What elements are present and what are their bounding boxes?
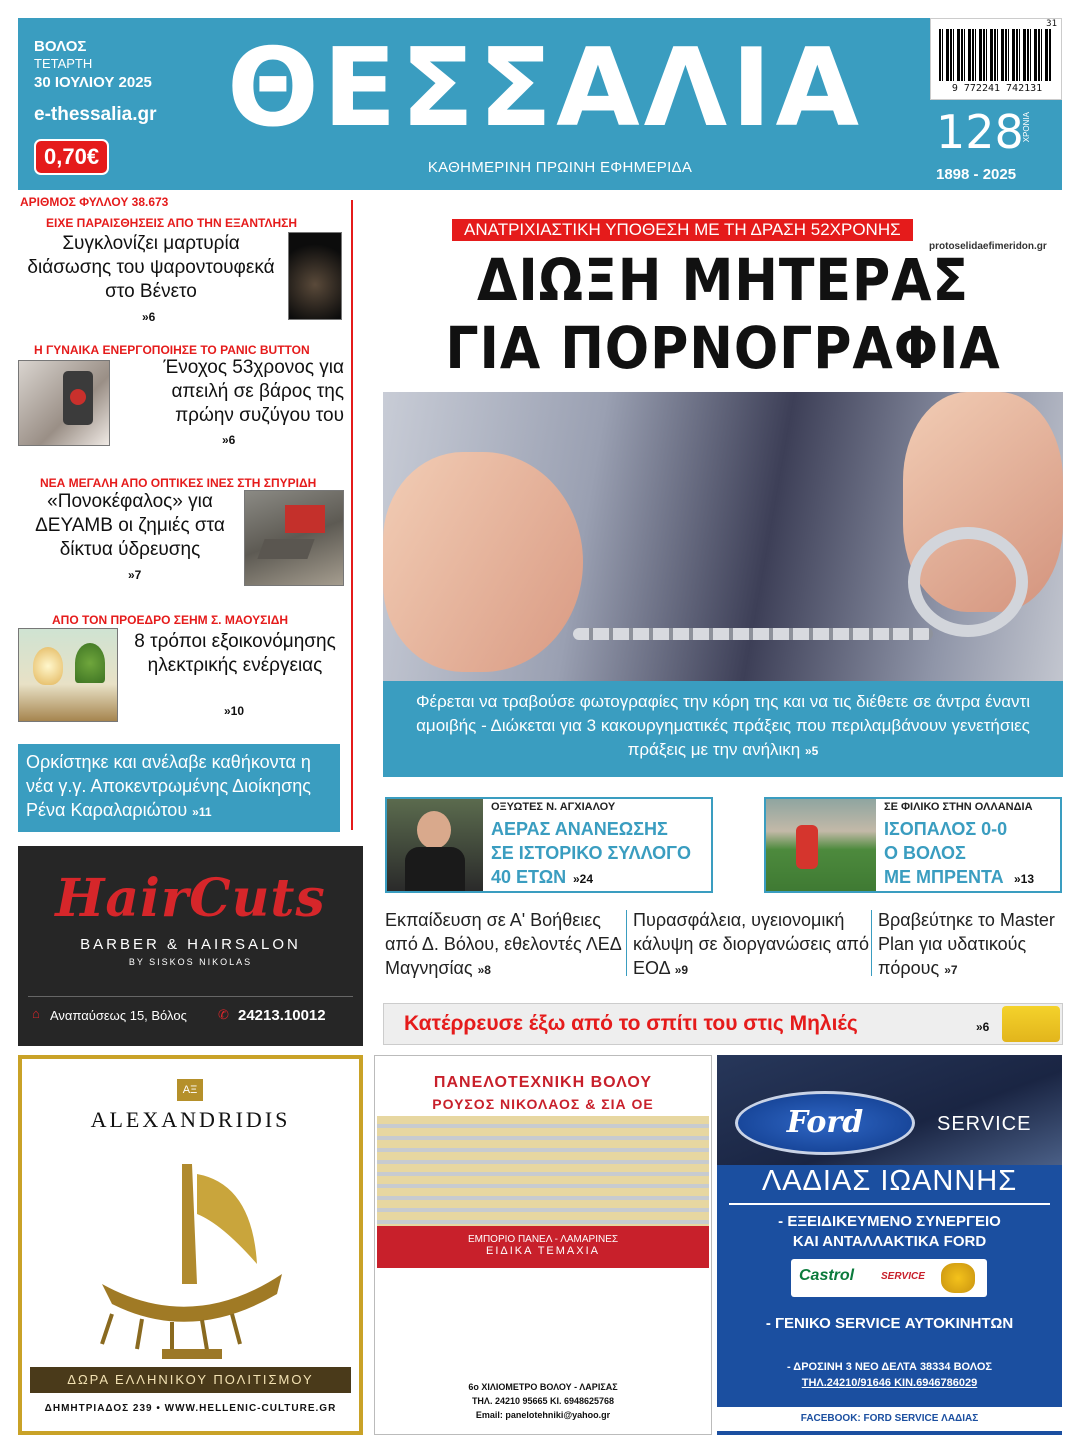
ship-sculpture-icon bbox=[82, 1144, 302, 1364]
castrol-service-text: SERVICE bbox=[881, 1271, 925, 1282]
ad-haircuts-line: BARBER & HAIRSALON bbox=[80, 936, 301, 953]
page-ref: »24 bbox=[573, 872, 594, 886]
highlight-story[interactable] bbox=[18, 744, 340, 832]
ad-panel-band2: ΕΙΔΙΚΑ ΤΕΜΑΧΙΑ bbox=[485, 1245, 600, 1257]
brief-story[interactable] bbox=[633, 908, 869, 982]
newspaper-subtitle: ΚΑΘΗΜΕΡΙΝΗ ΠΡΩΙΝΗ ΕΦΗΜΕΡΙΔΑ bbox=[427, 159, 693, 176]
ad-panel-phones: ΤΗΛ. 24210 95665 ΚΙ. 6948625768 bbox=[471, 1396, 615, 1406]
story-thumbnail bbox=[18, 628, 118, 722]
ford-logo bbox=[735, 1091, 915, 1155]
ad-panel-email: Email: panelotehniki@yahoo.gr bbox=[475, 1410, 611, 1420]
main-story-caption bbox=[383, 681, 1063, 777]
page-ref: »7 bbox=[128, 568, 142, 582]
excavator-icon bbox=[285, 505, 325, 533]
issue-number: ΑΡΙΘΜΟΣ ΦΥΛΛΟΥ 38.673 bbox=[20, 195, 169, 209]
ad-alex-footer: ΔΗΜΗΤΡΙΑΔΟΣ 239 • WWW.HELLENIC-CULTURE.GR bbox=[44, 1403, 337, 1414]
caption-text: Φέρεται να τραβούσε φωτογραφίες την κόρη της και να τις διέθετε σε άντρα έναντι αμοιβής - Διώκεται για 3 κακουργηματικές πράξεις που περιλαμβάνουν γενετήσιες πράξεις με την ανήλικη bbox=[415, 692, 1031, 759]
barcode-number: 9 772241 742131 bbox=[951, 83, 1043, 94]
brief-story[interactable] bbox=[878, 908, 1062, 982]
ad-haircuts-address: Αναπαύσεως 15, Βόλος bbox=[50, 1008, 187, 1023]
page-ref: »11 bbox=[192, 805, 212, 819]
anniversary-label: ΧΡΟΝΙΑ bbox=[1022, 112, 1031, 143]
ad-panel-band1: ΕΜΠΟΡΙΟ ΠΑΝΕΛ - ΛΑΜΑΡΙΝΕΣ bbox=[467, 1234, 619, 1245]
phone-icon bbox=[63, 371, 93, 425]
sub-story-photo bbox=[387, 799, 483, 891]
ad-alex-logo: ΑΞ bbox=[177, 1079, 203, 1101]
sub-story-title-line1: ΙΣΟΠΑΛΟΣ 0-0 bbox=[884, 819, 1008, 839]
masthead-website[interactable]: e-thessalia.gr bbox=[34, 104, 157, 125]
lightbulb-icon bbox=[33, 647, 63, 685]
masthead-date: 30 ΙΟΥΛΙΟΥ 2025 bbox=[34, 74, 152, 91]
sub-story-box[interactable] bbox=[385, 797, 713, 893]
ambulance-icon bbox=[1002, 1006, 1060, 1042]
brief-text: Εκπαίδευση σε Α' Βοήθειες από Δ. Βόλου, εθελοντές ΛΕΔ Μαγνησίας bbox=[385, 910, 621, 978]
bar-story[interactable] bbox=[383, 1003, 1063, 1045]
ad-alex-slogan: ΔΩΡΑ ΕΛΛΗΝΙΚΟΥ ΠΟΛΙΤΙΣΜΟΥ bbox=[30, 1367, 351, 1393]
player-icon bbox=[796, 825, 818, 869]
ad-panel-band bbox=[377, 1226, 709, 1268]
handcuff-icon bbox=[908, 527, 1028, 637]
ad-divider bbox=[729, 1203, 1050, 1205]
ad-haircuts-by: BY SISKOS NIKOLAS bbox=[128, 957, 253, 967]
castrol-logo bbox=[791, 1259, 987, 1297]
page-ref: »6 bbox=[976, 1020, 990, 1034]
newspaper-title: ΘΕΣΣΑΛΙΑ bbox=[226, 26, 864, 151]
story-thumbnail bbox=[18, 360, 110, 446]
handcuff-chain-icon bbox=[573, 628, 933, 640]
page-ref: »6 bbox=[142, 310, 156, 324]
sub-story-title-line2: Ο ΒΟΛΟΣ bbox=[884, 843, 966, 863]
brief-text: Βραβεύτηκε το Master Plan για υδατικούς πόρους bbox=[878, 910, 1055, 978]
page-ref: »6 bbox=[222, 433, 236, 447]
story-headline[interactable]: «Πονοκέφαλος» για ΔΕΥΑΜΒ οι ζημιές στα δίκτυα ύδρευσης bbox=[35, 491, 225, 560]
ad-ford-phones: ΤΗΛ.24210/91646 ΚΙΝ.6946786029 bbox=[801, 1377, 978, 1389]
brief-divider bbox=[626, 910, 627, 976]
brief-divider bbox=[871, 910, 872, 976]
ad-ford[interactable] bbox=[717, 1055, 1062, 1435]
ad-ford-line2: ΚΑΙ ΑΝΤΑΛΛΑΚΤΙΚΑ FORD bbox=[792, 1233, 987, 1250]
story-headline[interactable]: 8 τρόποι εξοικονόμησης ηλεκτρικής ενέργειας bbox=[134, 631, 336, 676]
brief-story[interactable] bbox=[385, 908, 621, 982]
ad-haircuts-phone: 24213.10012 bbox=[238, 1007, 326, 1024]
story-kicker: ΑΠΟ ΤΟΝ ΠΡΟΕΔΡΟ ΣΕΗΜ Σ. ΜΑΟΥΣΙΔΗ bbox=[52, 613, 288, 627]
person-icon bbox=[417, 811, 451, 849]
story-thumbnail bbox=[244, 490, 344, 586]
suit-icon bbox=[405, 847, 465, 891]
column-divider bbox=[351, 200, 353, 830]
ad-alexandridis[interactable] bbox=[18, 1055, 363, 1435]
story-thumbnail bbox=[288, 232, 342, 320]
main-story-kicker: ΑΝΑΤΡΙΧΙΑΣΤΙΚΗ ΥΠΟΘΕΣΗ ΜΕ ΤΗ ΔΡΑΣΗ 52ΧΡΟΝΗΣ bbox=[452, 219, 913, 241]
story-headline[interactable]: Συγκλονίζει μαρτυρία διάσωσης του ψαροντουφεκά στο Βένετο bbox=[27, 233, 275, 302]
sub-story-title-line3: ΜΕ ΜΠΡΕΝΤΑ bbox=[884, 867, 1004, 887]
main-headline-line2[interactable]: ΓΙΑ ΠΟΡΝΟΓΡΑΦΙΑ bbox=[445, 314, 1001, 382]
bar-story-text: Κατέρρευσε έξω από το σπίτι του στις Μηλιές bbox=[404, 1012, 858, 1035]
page-ref: »8 bbox=[477, 963, 491, 977]
phone-icon: ✆ bbox=[218, 1007, 229, 1022]
ad-ford-name: ΛΑΔΙΑΣ ΙΩΑΝΝΗΣ bbox=[761, 1165, 1018, 1197]
watermark: protoselidaefimeridon.gr bbox=[929, 241, 1047, 252]
brief-text: Πυρασφάλεια, υγειονομική κάλυψη σε διοργανώσεις από ΕΟΔ bbox=[633, 910, 869, 978]
sub-story-photo bbox=[766, 799, 876, 891]
anniversary-years: 128 bbox=[936, 105, 1024, 159]
barcode-issue: 31 bbox=[1046, 19, 1057, 29]
page-ref: »10 bbox=[224, 704, 245, 718]
castrol-logo-text: Castrol bbox=[799, 1267, 855, 1284]
highlight-story-text: Ορκίστηκε και ανέλαβε καθήκοντα η νέα γ.γ. Αποκεντρωμένης Διοίκησης Ρένα Καραλαριώτου bbox=[26, 752, 311, 820]
masthead-day: ΤΕΤΑΡΤΗ bbox=[34, 56, 93, 71]
sub-story-kicker: ΣΕ ΦΙΛΙΚΟ ΣΤΗΝ ΟΛΛΑΝΔΙΑ bbox=[884, 801, 1033, 813]
ad-panel[interactable] bbox=[374, 1055, 712, 1435]
plant-icon bbox=[75, 643, 105, 683]
page-ref: »9 bbox=[674, 963, 689, 977]
ad-ford-facebook: FACEBOOK: FORD SERVICE ΛΑΔΙΑΣ bbox=[717, 1407, 1062, 1431]
ad-ford-line3: - ΓΕΝΙΚΟ SERVICE ΑΥΤΟΚΙΝΗΤΩΝ bbox=[765, 1315, 1014, 1332]
sub-story-title-line2: ΣΕ ΙΣΤΟΡΙΚΟ ΣΥΛΛΟΓΟ bbox=[491, 843, 691, 863]
home-icon: ⌂ bbox=[32, 1006, 40, 1021]
page-ref: »5 bbox=[805, 744, 819, 758]
ad-ford-address: - ΔΡΟΣΙΝΗ 3 ΝΕΟ ΔΕΛΤΑ 38334 ΒΟΛΟΣ bbox=[787, 1361, 992, 1373]
sub-story-kicker: ΟΞΥΩΤΕΣ Ν. ΑΓΧΙΑΛΟΥ bbox=[491, 801, 616, 813]
ad-panel-photo bbox=[377, 1116, 709, 1226]
ad-ford-service: SERVICE bbox=[937, 1113, 1032, 1135]
ad-panel-title1: ΠΑΝΕΛΟΤΕΧΝΙΚΗ ΒΟΛΟΥ bbox=[433, 1074, 653, 1091]
ad-panel-address: 6ο ΧΙΛΙΟΜΕΤΡΟ ΒΟΛΟΥ - ΛΑΡΙΣΑΣ bbox=[468, 1382, 618, 1392]
ad-ford-line1: - ΕΞΕΙΔΙΚΕΥΜΕΝΟ ΣΥΝΕΡΓΕΙΟ bbox=[778, 1213, 1001, 1230]
price-badge: 0,70€ bbox=[34, 139, 109, 175]
bucket-icon bbox=[257, 539, 314, 559]
ad-alex-name: ALEXANDRIDIS bbox=[90, 1107, 291, 1132]
wrench-icon bbox=[941, 1263, 975, 1293]
story-kicker: ΕΙΧΕ ΠΑΡΑΙΣΘΗΣΕΙΣ ΑΠΟ ΤΗΝ ΕΞΑΝΤΛΗΣΗ bbox=[46, 216, 297, 230]
panic-button-icon bbox=[70, 389, 86, 405]
barcode bbox=[930, 18, 1062, 100]
ad-panel-photo bbox=[377, 1270, 709, 1374]
main-headline-line1[interactable]: ΔΙΩΞΗ ΜΗΤΕΡΑΣ bbox=[477, 246, 969, 314]
hand-left-icon bbox=[383, 452, 583, 672]
masthead-city: ΒΟΛΟΣ bbox=[34, 38, 87, 55]
ad-panel-title2: ΡΟΥΣΟΣ ΝΙΚΟΛΑΟΣ & ΣΙΑ ΟΕ bbox=[432, 1096, 654, 1112]
story-headline[interactable]: Ένοχος 53χρονος για απειλή σε βάρος της πρώην συζύγου του bbox=[163, 357, 344, 426]
page-ref: »13 bbox=[1014, 872, 1035, 886]
ad-divider bbox=[28, 996, 353, 997]
ad-haircuts-brand: HairCuts bbox=[55, 868, 326, 929]
sub-story-title-line3: 40 ΕΤΩΝ bbox=[491, 867, 567, 887]
sub-story-box[interactable] bbox=[764, 797, 1062, 893]
page-ref: »7 bbox=[944, 963, 958, 977]
sub-story-title-line1: ΑΕΡΑΣ ΑΝΑΝΕΩΣΗΣ bbox=[491, 819, 668, 839]
story-kicker: ΝΕΑ ΜΕΓΑΛΗ ΑΠΟ ΟΠΤΙΚΕΣ ΙΝΕΣ ΣΤΗ ΣΠΥΡΙΔΗ bbox=[40, 476, 317, 490]
ford-logo-text: Ford bbox=[786, 1105, 864, 1140]
anniversary-range: 1898 - 2025 bbox=[936, 166, 1017, 183]
story-kicker: Η ΓΥΝΑΙΚΑ ΕΝΕΡΓΟΠΟΙΗΣΕ ΤΟ PANIC BUTTON bbox=[34, 343, 310, 357]
barcode-bars bbox=[939, 29, 1051, 81]
ad-haircuts[interactable] bbox=[18, 846, 363, 1046]
